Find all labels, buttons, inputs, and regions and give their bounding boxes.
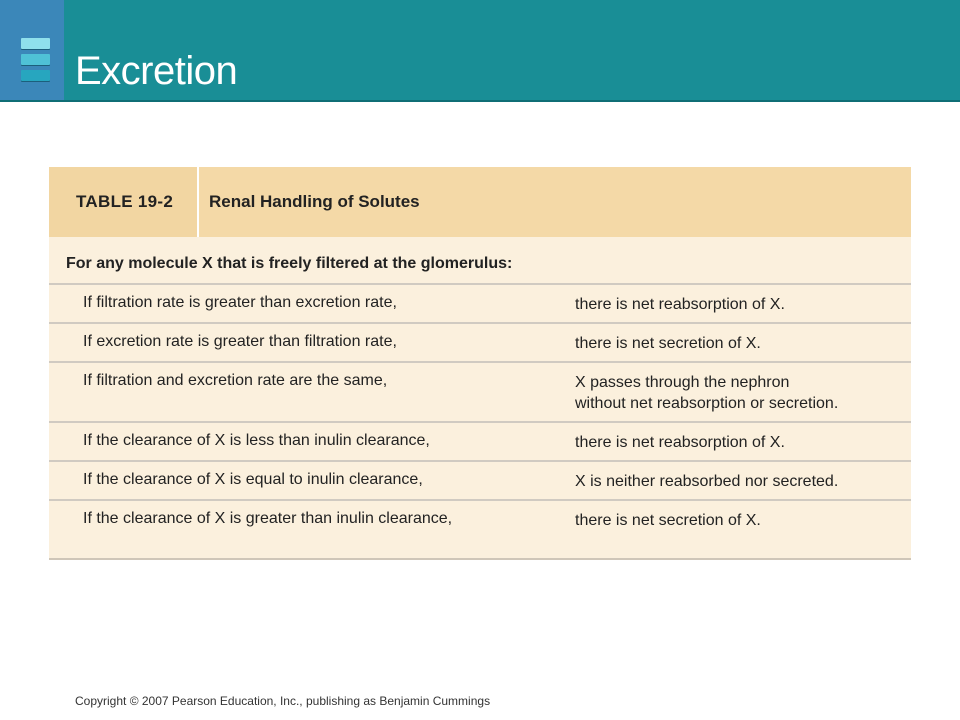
row-result-line: there is net reabsorption of X.	[575, 296, 785, 313]
stacked-bar	[21, 70, 50, 81]
table-row	[49, 501, 911, 558]
stacked-bar	[21, 38, 50, 49]
table-intro: For any molecule X that is freely filtered at the glomerulus:	[49, 237, 911, 285]
row-condition: If filtration and excretion rate are the same,	[83, 372, 388, 389]
copyright-footer: Copyright © 2007 Pearson Education, Inc., publishing as Benjamin Cummings	[75, 694, 491, 708]
row-result-line: there is net reabsorption of X.	[575, 434, 785, 451]
title-bar	[0, 0, 960, 102]
row-result	[575, 294, 785, 315]
row-result	[575, 510, 761, 531]
table-caption: Renal Handling of Solutes	[209, 192, 420, 211]
table-number: TABLE 19-2	[49, 167, 199, 237]
row-condition: If filtration rate is greater than excretion rate,	[83, 294, 397, 311]
table-row	[49, 423, 911, 462]
table-row	[49, 324, 911, 363]
slide-title: Excretion	[75, 49, 238, 93]
title-bar-accent	[0, 0, 64, 100]
renal-handling-table	[49, 167, 911, 560]
table-header	[49, 167, 911, 237]
row-result	[575, 471, 838, 492]
row-result-line: X is neither reabsorbed nor secreted.	[575, 473, 839, 490]
row-result	[575, 372, 838, 414]
row-condition: If the clearance of X is greater than inulin clearance,	[83, 510, 453, 527]
row-condition: If the clearance of X is less than inulin clearance,	[83, 432, 430, 449]
table-row	[49, 363, 911, 423]
row-condition: If the clearance of X is equal to inulin clearance,	[83, 471, 423, 488]
table-row	[49, 462, 911, 501]
row-result-line: X passes through the nephron	[575, 374, 790, 391]
row-result-line: without net reabsorption or secretion.	[575, 395, 839, 412]
row-result-line: there is net secretion of X.	[575, 512, 761, 529]
row-condition: If excretion rate is greater than filtration rate,	[83, 333, 397, 350]
stacked-bar	[21, 54, 50, 65]
row-result	[575, 333, 761, 354]
row-result-line: there is net secretion of X.	[575, 335, 761, 352]
stacked-bars-icon	[21, 38, 51, 86]
row-result	[575, 432, 785, 453]
table-row	[49, 285, 911, 324]
